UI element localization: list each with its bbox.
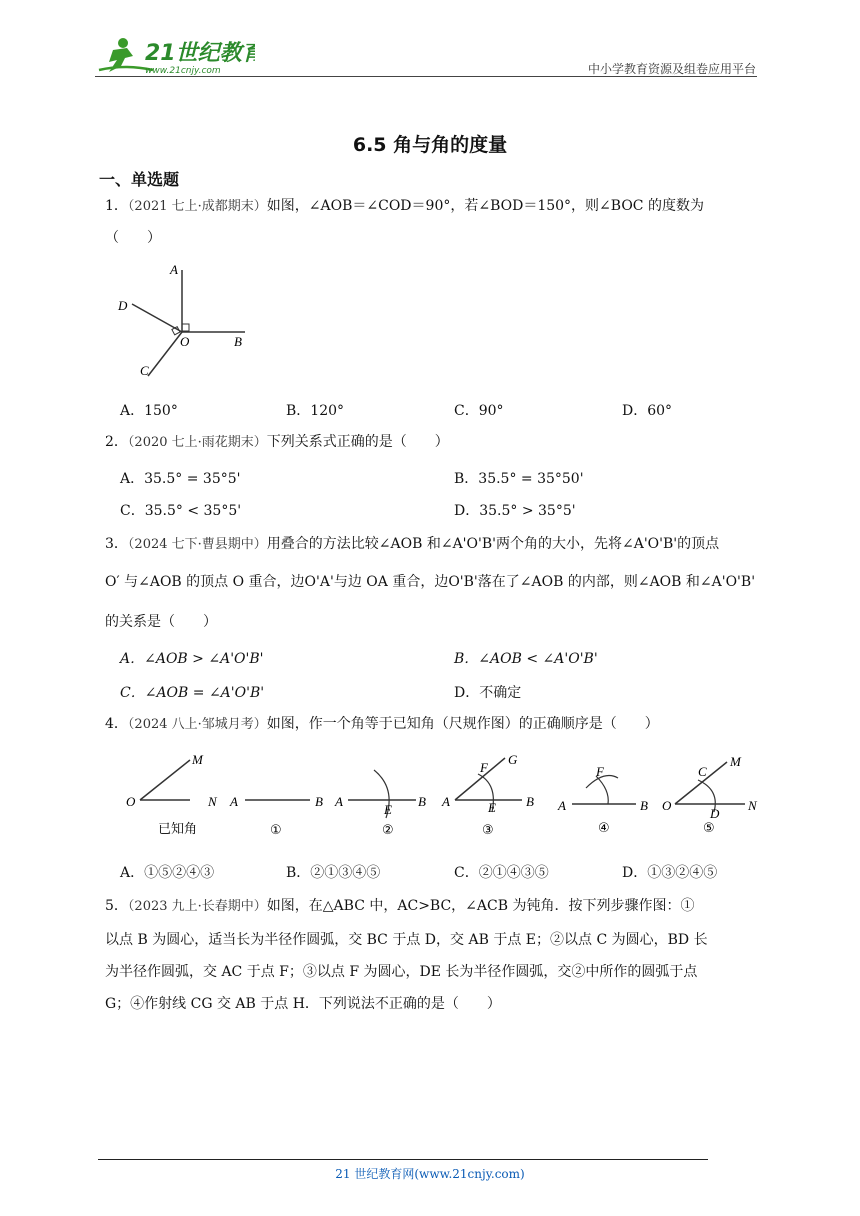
footer-divider (98, 1159, 708, 1160)
q5-line3: 为半径作圆弧，交 AC 于点 F；③以点 F 为圆心，DE 长为半径作圆弧，交②中所作的圆弧于点 (105, 964, 698, 980)
q1-option-b[interactable]: B．120° (286, 403, 345, 419)
q4-caption-5: ⑤ (703, 821, 715, 836)
svg-text:B: B (526, 794, 534, 809)
site-logo (95, 36, 255, 78)
svg-text:M: M (192, 752, 203, 767)
q4-caption-known: 已知角 (158, 822, 198, 837)
q4-text: 如图，作一个角等于已知角（尺规作图）的正确顺序是（ ） (266, 716, 659, 732)
q1-figure (110, 258, 260, 383)
footer-text[interactable]: 21 世纪教育网(www.21cnjy.com) (335, 1167, 525, 1181)
svg-text:G: G (508, 752, 518, 767)
q5-line4: G；④作射线 CG 交 AB 于点 H．下列说法不正确的是（ ） (105, 996, 501, 1012)
svg-text:N: N (208, 794, 217, 809)
q4-option-d[interactable]: D．①③②④⑤ (622, 865, 718, 881)
q4-option-c[interactable]: C．②①④③⑤ (454, 865, 549, 881)
q1-option-d[interactable]: D．60° (622, 403, 673, 419)
q1-label-o: O (180, 334, 190, 349)
q4-source: （2024 八上·邹城月考） (127, 717, 267, 732)
q1-source: （2021 七上·成都期末） (127, 199, 267, 214)
q3-line3: 的关系是（ ） (105, 614, 217, 630)
q3-option-c[interactable]: C．∠AOB = ∠A'O'B' (120, 685, 265, 701)
q2-source: （2020 七上·雨花期末） (127, 435, 267, 450)
svg-text:N: N (748, 798, 757, 813)
q2-option-b[interactable]: B．35.5° = 35°50' (454, 471, 584, 487)
q4-caption-1: ① (270, 823, 282, 838)
q1-label-c: C (140, 363, 149, 378)
svg-text:F: F (596, 764, 604, 779)
q3-option-a[interactable]: A．∠AOB > ∠A'O'B' (120, 651, 264, 667)
q3-number: 3． (105, 536, 128, 552)
svg-text:A: A (230, 794, 238, 809)
q1-label-d: D (118, 298, 128, 313)
q4-caption-3: ③ (482, 823, 494, 838)
q1-option-c[interactable]: C．90° (454, 403, 504, 419)
q4-figure (120, 748, 770, 843)
svg-text:A: A (558, 798, 566, 813)
svg-text:C: C (698, 764, 707, 779)
svg-text:D: D (710, 806, 720, 821)
svg-text:O: O (126, 794, 136, 809)
q4-caption-2: ② (382, 823, 394, 838)
question-4 (105, 714, 659, 735)
header-divider (95, 76, 757, 77)
svg-text:M: M (730, 754, 741, 769)
q4-step-5 (662, 754, 758, 836)
svg-text:B: B (418, 794, 426, 809)
question-2 (105, 432, 449, 453)
q5-line2: 以点 B 为圆心，适当长为半径作圆弧，交 BC 于点 D，交 AB 于点 E；②以点 C 为圆心，BD 长 (105, 932, 708, 948)
svg-text:O: O (662, 798, 672, 813)
q4-caption-4: ④ (598, 821, 610, 836)
q1-label-b: B (234, 334, 242, 349)
q1-paren: （ ） (105, 230, 161, 246)
logo-text: 21世纪教育 (145, 41, 255, 66)
svg-text:B: B (640, 798, 648, 813)
q3-line1: 用叠合的方法比较∠AOB 和∠A'O'B'两个角的大小，先将∠A'O'B'的顶点 (266, 536, 720, 552)
q2-number: 2． (105, 434, 128, 450)
page-title: 6.5 角与角的度量 (352, 134, 508, 156)
svg-text:F: F (480, 760, 488, 775)
question-1 (105, 196, 704, 217)
svg-text:A: A (442, 794, 450, 809)
svg-text:E: E (488, 800, 496, 815)
platform-name: 中小学教育资源及组卷应用平台 (587, 62, 756, 76)
svg-text:E: E (384, 802, 392, 817)
q4-step-3 (441, 752, 534, 838)
q1-text: 如图，∠AOB＝∠COD＝90°，若∠BOD＝150°，则∠BOC 的度数为 (266, 198, 704, 214)
section-heading: 一、单选题 (99, 170, 180, 189)
q3-source: （2024 七下·曹县期中） (127, 537, 267, 552)
q3-line2: O′ 与∠AOB 的顶点 O 重合，边O'A'与边 OA 重合，边O'B'落在了∠AOB 的内部，则∠AOB 和∠A'O'B' (105, 574, 756, 590)
q3-option-b[interactable]: B．∠AOB < ∠A'O'B' (454, 651, 598, 667)
q3-option-d[interactable]: D．不确定 (454, 685, 522, 701)
q1-option-a[interactable]: A．150° (120, 403, 178, 419)
svg-text:A: A (335, 794, 343, 809)
q2-option-a[interactable]: A．35.5° = 35°5' (120, 471, 241, 487)
q1-number: 1． (105, 198, 128, 214)
question-5 (105, 896, 694, 917)
q5-number: 5． (105, 898, 128, 914)
q5-line1: 如图，在△ABC 中，AC>BC，∠ACB 为钝角．按下列步骤作图：① (266, 898, 695, 914)
q2-text: 下列关系式正确的是（ ） (266, 434, 449, 450)
q2-option-c[interactable]: C．35.5° < 35°5' (120, 503, 242, 519)
q4-step-1 (229, 794, 323, 838)
q4-known-angle (126, 752, 218, 837)
q4-option-b[interactable]: B．②①③④⑤ (286, 865, 381, 881)
q1-label-a: A (170, 262, 178, 277)
q2-option-d[interactable]: D．35.5° > 35°5' (454, 503, 576, 519)
svg-text:B: B (315, 794, 323, 809)
q4-step-4 (557, 764, 648, 836)
question-3 (105, 534, 719, 555)
logo-url: www.21cnjy.com (145, 66, 221, 76)
q5-source: （2023 九上·长春期中） (127, 899, 267, 914)
q4-option-a[interactable]: A．①⑤②④③ (120, 865, 215, 881)
q4-number: 4． (105, 716, 128, 732)
q4-step-2 (334, 770, 426, 838)
